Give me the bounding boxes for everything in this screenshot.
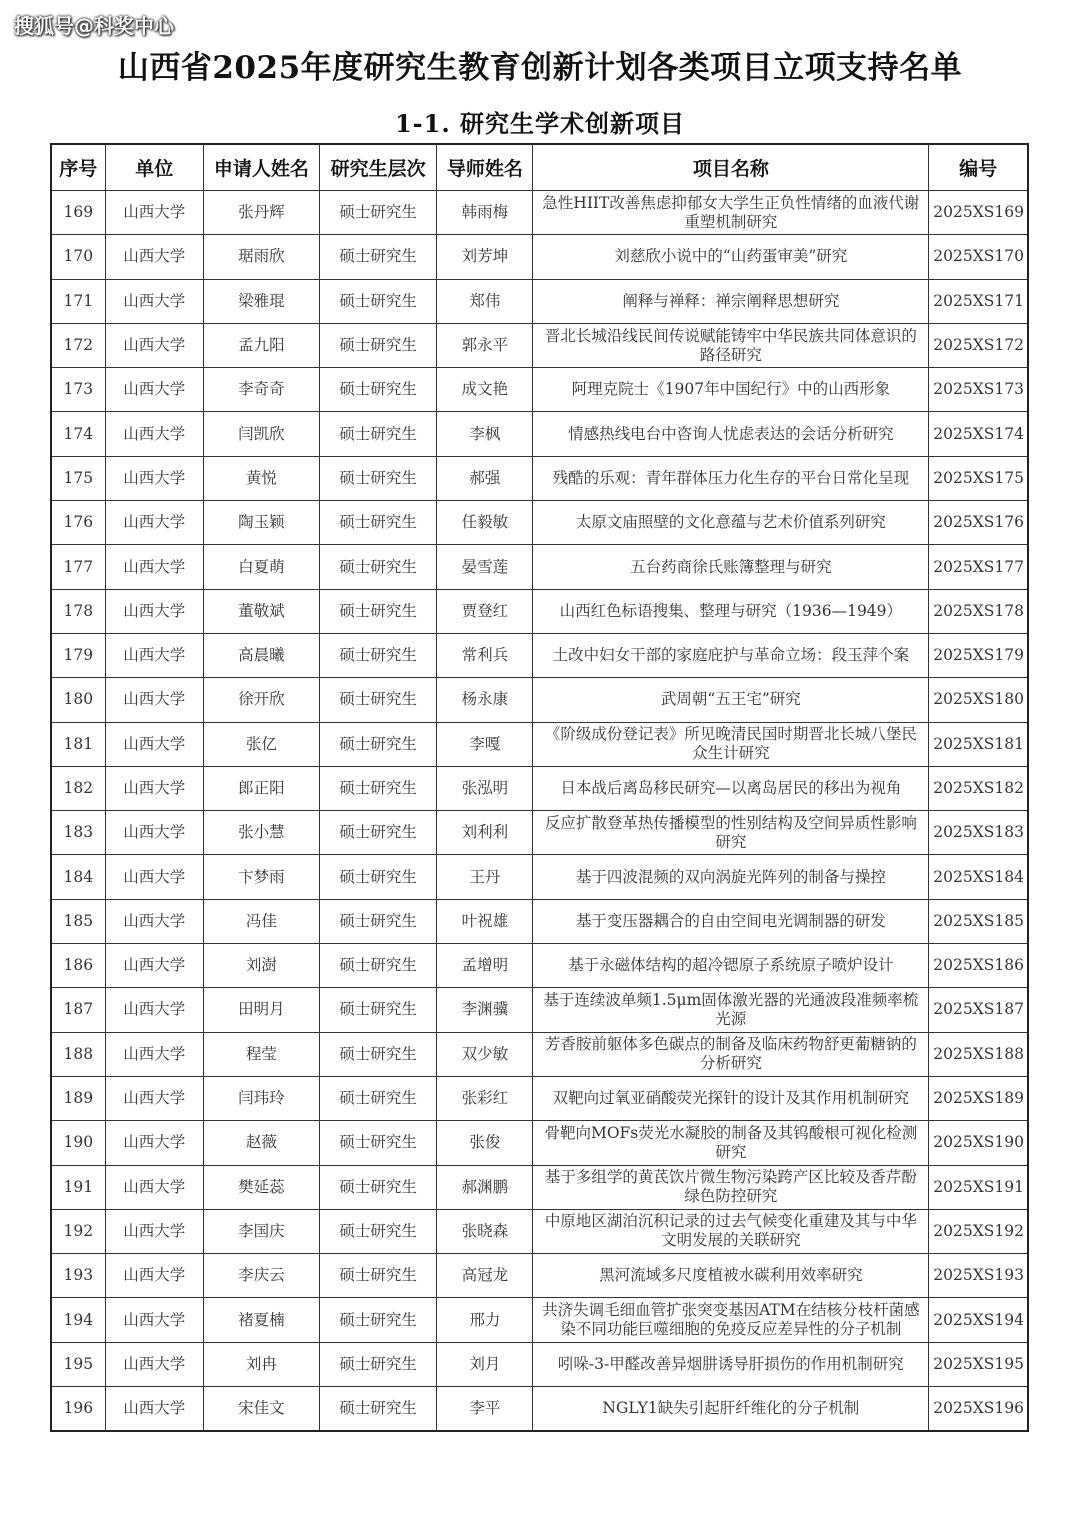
- cell-level: 硕士研究生: [320, 1032, 437, 1076]
- cell-code: 2025XS183: [929, 811, 1028, 855]
- table-row: [51, 944, 1028, 988]
- cell-code: 2025XS190: [929, 1121, 1028, 1165]
- cell-seq: 182: [51, 766, 105, 810]
- table-row: [51, 589, 1028, 633]
- cell-code: 2025XS175: [929, 456, 1028, 500]
- cell-seq: 175: [51, 456, 105, 500]
- cell-advisor: 孟增明: [437, 944, 533, 988]
- table-row: [51, 1032, 1028, 1076]
- cell-level: 硕士研究生: [320, 191, 437, 235]
- column-header-seq: 序号: [51, 144, 105, 191]
- cell-advisor: 张泓明: [437, 766, 533, 810]
- cell-code: 2025XS189: [929, 1076, 1028, 1120]
- table-row: [51, 1254, 1028, 1298]
- cell-unit: 山西大学: [105, 855, 203, 899]
- cell-project: 阿理克院士《1907年中国纪行》中的山西形象: [533, 368, 929, 412]
- cell-applicant: 卞梦雨: [203, 855, 319, 899]
- cell-project: 基于连续波单频1.5μm固体激光器的光通波段准频率梳光源: [533, 988, 929, 1032]
- cell-unit: 山西大学: [105, 456, 203, 500]
- cell-seq: 180: [51, 678, 105, 722]
- cell-project: 土改中妇女干部的家庭庇护与革命立场：段玉萍个案: [533, 633, 929, 677]
- cell-code: 2025XS194: [929, 1298, 1028, 1342]
- cell-level: 硕士研究生: [320, 589, 437, 633]
- cell-level: 硕士研究生: [320, 1209, 437, 1253]
- cell-applicant: 梁雅琨: [203, 279, 319, 323]
- cell-project: 残酷的乐观：青年群体压力化生存的平台日常化呈现: [533, 456, 929, 500]
- cell-unit: 山西大学: [105, 678, 203, 722]
- table-row: [51, 1342, 1028, 1386]
- cell-unit: 山西大学: [105, 1032, 203, 1076]
- cell-seq: 192: [51, 1209, 105, 1253]
- table-row: [51, 368, 1028, 412]
- cell-applicant: 程莹: [203, 1032, 319, 1076]
- cell-unit: 山西大学: [105, 766, 203, 810]
- cell-unit: 山西大学: [105, 589, 203, 633]
- cell-level: 硕士研究生: [320, 1342, 437, 1386]
- table-row: [51, 855, 1028, 899]
- cell-code: 2025XS180: [929, 678, 1028, 722]
- cell-project: 刘慈欣小说中的“山药蛋审美”研究: [533, 235, 929, 279]
- cell-seq: 181: [51, 722, 105, 766]
- cell-project: 中原地区湖泊沉积记录的过去气候变化重建及其与中华文明发展的关联研究: [533, 1209, 929, 1253]
- cell-seq: 187: [51, 988, 105, 1032]
- cell-project: 芳香胺前躯体多色碳点的制备及临床药物舒更葡糖钠的分析研究: [533, 1032, 929, 1076]
- cell-project: 山西红色标语搜集、整理与研究（1936—1949）: [533, 589, 929, 633]
- cell-code: 2025XS182: [929, 766, 1028, 810]
- cell-unit: 山西大学: [105, 944, 203, 988]
- cell-code: 2025XS169: [929, 191, 1028, 235]
- cell-level: 硕士研究生: [320, 855, 437, 899]
- cell-applicant: 田明月: [203, 988, 319, 1032]
- cell-applicant: 张丹辉: [203, 191, 319, 235]
- cell-seq: 183: [51, 811, 105, 855]
- cell-applicant: 冯佳: [203, 899, 319, 943]
- cell-level: 硕士研究生: [320, 235, 437, 279]
- cell-code: 2025XS192: [929, 1209, 1028, 1253]
- cell-seq: 186: [51, 944, 105, 988]
- cell-level: 硕士研究生: [320, 633, 437, 677]
- table-row: [51, 722, 1028, 766]
- cell-unit: 山西大学: [105, 899, 203, 943]
- column-header-level: 研究生层次: [320, 144, 437, 191]
- table-header-row: [51, 144, 1028, 191]
- cell-level: 硕士研究生: [320, 988, 437, 1032]
- cell-seq: 188: [51, 1032, 105, 1076]
- column-header-applicant: 申请人姓名: [203, 144, 319, 191]
- cell-advisor: 晏雪莲: [437, 545, 533, 589]
- table-row: [51, 323, 1028, 367]
- cell-unit: 山西大学: [105, 235, 203, 279]
- cell-advisor: 郭永平: [437, 323, 533, 367]
- cell-code: 2025XS193: [929, 1254, 1028, 1298]
- cell-advisor: 任毅敏: [437, 501, 533, 545]
- cell-seq: 170: [51, 235, 105, 279]
- cell-applicant: 琚雨欣: [203, 235, 319, 279]
- cell-advisor: 刘月: [437, 1342, 533, 1386]
- cell-code: 2025XS185: [929, 899, 1028, 943]
- cell-level: 硕士研究生: [320, 1121, 437, 1165]
- cell-code: 2025XS174: [929, 412, 1028, 456]
- cell-project: 《阶级成份登记表》所见晚清民国时期晋北长城八堡民众生计研究: [533, 722, 929, 766]
- cell-project: 情感热线电台中咨询人忧虑表达的会话分析研究: [533, 412, 929, 456]
- cell-project: 黑河流域多尺度植被水碳利用效率研究: [533, 1254, 929, 1298]
- cell-unit: 山西大学: [105, 1254, 203, 1298]
- cell-seq: 176: [51, 501, 105, 545]
- cell-advisor: 叶祝雄: [437, 899, 533, 943]
- cell-project: 共济失调毛细血管扩张突变基因ATM在结核分枝杆菌感染不同功能巨噬细胞的免疫反应差异性的分子机制: [533, 1298, 929, 1342]
- cell-code: 2025XS184: [929, 855, 1028, 899]
- table-row: [51, 1165, 1028, 1209]
- cell-level: 硕士研究生: [320, 368, 437, 412]
- cell-applicant: 闫玮玲: [203, 1076, 319, 1120]
- cell-applicant: 黄悦: [203, 456, 319, 500]
- cell-advisor: 郝渊鹏: [437, 1165, 533, 1209]
- cell-project: 骨靶向MOFs荧光水凝胶的制备及其钨酸根可视化检测研究: [533, 1121, 929, 1165]
- cell-applicant: 孟九阳: [203, 323, 319, 367]
- cell-unit: 山西大学: [105, 191, 203, 235]
- cell-seq: 191: [51, 1165, 105, 1209]
- cell-applicant: 郎正阳: [203, 766, 319, 810]
- cell-code: 2025XS179: [929, 633, 1028, 677]
- cell-level: 硕士研究生: [320, 412, 437, 456]
- project-table: [50, 143, 1029, 1432]
- cell-project: 基于永磁体结构的超冷锶原子系统原子喷炉设计: [533, 944, 929, 988]
- cell-code: 2025XS177: [929, 545, 1028, 589]
- cell-project: 双靶向过氧亚硝酸荧光探针的设计及其作用机制研究: [533, 1076, 929, 1120]
- cell-level: 硕士研究生: [320, 456, 437, 500]
- cell-level: 硕士研究生: [320, 899, 437, 943]
- cell-advisor: 王丹: [437, 855, 533, 899]
- cell-seq: 173: [51, 368, 105, 412]
- cell-applicant: 樊延蕊: [203, 1165, 319, 1209]
- cell-level: 硕士研究生: [320, 678, 437, 722]
- cell-level: 硕士研究生: [320, 1387, 437, 1432]
- table-row: [51, 501, 1028, 545]
- cell-project: 基于变压器耦合的自由空间电光调制器的研发: [533, 899, 929, 943]
- cell-unit: 山西大学: [105, 279, 203, 323]
- cell-advisor: 双少敏: [437, 1032, 533, 1076]
- cell-code: 2025XS173: [929, 368, 1028, 412]
- table-row: [51, 1209, 1028, 1253]
- cell-advisor: 刘芳坤: [437, 235, 533, 279]
- cell-unit: 山西大学: [105, 1121, 203, 1165]
- cell-unit: 山西大学: [105, 1298, 203, 1342]
- cell-unit: 山西大学: [105, 1209, 203, 1253]
- table-row: [51, 456, 1028, 500]
- section-subtitle: 1-1. 研究生学术创新项目: [394, 109, 686, 138]
- cell-unit: 山西大学: [105, 811, 203, 855]
- cell-unit: 山西大学: [105, 1342, 203, 1386]
- cell-advisor: 邢力: [437, 1298, 533, 1342]
- cell-applicant: 高晨曦: [203, 633, 319, 677]
- cell-applicant: 李奇奇: [203, 368, 319, 412]
- cell-advisor: 成文艳: [437, 368, 533, 412]
- cell-advisor: 李枫: [437, 412, 533, 456]
- table-row: [51, 279, 1028, 323]
- cell-applicant: 张小慧: [203, 811, 319, 855]
- cell-project: 基于多组学的黄芪饮片微生物污染跨产区比较及香芹酚绿色防控研究: [533, 1165, 929, 1209]
- cell-level: 硕士研究生: [320, 1254, 437, 1298]
- cell-applicant: 陶玉颖: [203, 501, 319, 545]
- cell-advisor: 李渊骥: [437, 988, 533, 1032]
- cell-unit: 山西大学: [105, 633, 203, 677]
- table-row: [51, 191, 1028, 235]
- cell-applicant: 李国庆: [203, 1209, 319, 1253]
- cell-level: 硕士研究生: [320, 1298, 437, 1342]
- cell-project: 晋北长城沿线民间传说赋能铸牢中华民族共同体意识的路径研究: [533, 323, 929, 367]
- cell-project: 基于四波混频的双向涡旋光阵列的制备与操控: [533, 855, 929, 899]
- cell-advisor: 李嘎: [437, 722, 533, 766]
- cell-unit: 山西大学: [105, 988, 203, 1032]
- cell-code: 2025XS196: [929, 1387, 1028, 1432]
- table-row: [51, 1076, 1028, 1120]
- cell-seq: 190: [51, 1121, 105, 1165]
- cell-code: 2025XS171: [929, 279, 1028, 323]
- column-header-project: 项目名称: [533, 144, 929, 191]
- cell-project: 阐释与禅释：禅宗阐释思想研究: [533, 279, 929, 323]
- cell-seq: 179: [51, 633, 105, 677]
- column-header-unit: 单位: [105, 144, 203, 191]
- cell-unit: 山西大学: [105, 501, 203, 545]
- cell-level: 硕士研究生: [320, 766, 437, 810]
- cell-unit: 山西大学: [105, 722, 203, 766]
- cell-advisor: 常利兵: [437, 633, 533, 677]
- cell-seq: 195: [51, 1342, 105, 1386]
- cell-code: 2025XS187: [929, 988, 1028, 1032]
- cell-level: 硕士研究生: [320, 501, 437, 545]
- page-title: 山西省2025年度研究生教育创新计划各类项目立项支持名单: [117, 50, 963, 86]
- cell-seq: 185: [51, 899, 105, 943]
- cell-seq: 171: [51, 279, 105, 323]
- table-row: [51, 678, 1028, 722]
- cell-seq: 194: [51, 1298, 105, 1342]
- cell-seq: 193: [51, 1254, 105, 1298]
- cell-advisor: 郑伟: [437, 279, 533, 323]
- cell-unit: 山西大学: [105, 1165, 203, 1209]
- cell-project: 反应扩散登革热传播模型的性别结构及空间异质性影响研究: [533, 811, 929, 855]
- cell-applicant: 董敬斌: [203, 589, 319, 633]
- column-header-advisor: 导师姓名: [437, 144, 533, 191]
- table-row: [51, 1387, 1028, 1432]
- cell-seq: 172: [51, 323, 105, 367]
- cell-project: 日本战后离岛移民研究—以离岛居民的移出为视角: [533, 766, 929, 810]
- cell-level: 硕士研究生: [320, 279, 437, 323]
- cell-advisor: 杨永康: [437, 678, 533, 722]
- watermark: 搜狐号@科奖中心: [14, 14, 174, 38]
- cell-applicant: 闫凯欣: [203, 412, 319, 456]
- table-row: [51, 545, 1028, 589]
- cell-applicant: 张亿: [203, 722, 319, 766]
- cell-code: 2025XS178: [929, 589, 1028, 633]
- cell-advisor: 李平: [437, 1387, 533, 1432]
- cell-applicant: 李庆云: [203, 1254, 319, 1298]
- cell-seq: 184: [51, 855, 105, 899]
- cell-unit: 山西大学: [105, 1387, 203, 1432]
- cell-seq: 177: [51, 545, 105, 589]
- cell-level: 硕士研究生: [320, 944, 437, 988]
- cell-advisor: 韩雨梅: [437, 191, 533, 235]
- cell-advisor: 张俊: [437, 1121, 533, 1165]
- table-row: [51, 235, 1028, 279]
- cell-project: 五台药商徐氏账簿整理与研究: [533, 545, 929, 589]
- cell-level: 硕士研究生: [320, 1076, 437, 1120]
- column-header-code: 编号: [929, 144, 1028, 191]
- cell-advisor: 刘利利: [437, 811, 533, 855]
- table-row: [51, 766, 1028, 810]
- cell-advisor: 张彩红: [437, 1076, 533, 1120]
- table-row: [51, 899, 1028, 943]
- cell-code: 2025XS170: [929, 235, 1028, 279]
- cell-code: 2025XS186: [929, 944, 1028, 988]
- cell-project: 吲哚-3-甲醛改善异烟肼诱导肝损伤的作用机制研究: [533, 1342, 929, 1386]
- cell-applicant: 宋佳文: [203, 1387, 319, 1432]
- cell-unit: 山西大学: [105, 1076, 203, 1120]
- cell-seq: 178: [51, 589, 105, 633]
- cell-project: 急性HIIT改善焦虑抑郁女大学生正负性情绪的血液代谢重塑机制研究: [533, 191, 929, 235]
- cell-unit: 山西大学: [105, 368, 203, 412]
- cell-unit: 山西大学: [105, 412, 203, 456]
- cell-level: 硕士研究生: [320, 323, 437, 367]
- cell-seq: 174: [51, 412, 105, 456]
- cell-code: 2025XS172: [929, 323, 1028, 367]
- cell-applicant: 刘冉: [203, 1342, 319, 1386]
- cell-level: 硕士研究生: [320, 1165, 437, 1209]
- cell-applicant: 白夏萌: [203, 545, 319, 589]
- cell-seq: 196: [51, 1387, 105, 1432]
- cell-code: 2025XS176: [929, 501, 1028, 545]
- table-row: [51, 1121, 1028, 1165]
- cell-applicant: 褚夏楠: [203, 1298, 319, 1342]
- cell-advisor: 郝强: [437, 456, 533, 500]
- cell-code: 2025XS188: [929, 1032, 1028, 1076]
- cell-seq: 189: [51, 1076, 105, 1120]
- cell-advisor: 高冠龙: [437, 1254, 533, 1298]
- cell-code: 2025XS191: [929, 1165, 1028, 1209]
- cell-seq: 169: [51, 191, 105, 235]
- table-row: [51, 1298, 1028, 1342]
- table-row: [51, 811, 1028, 855]
- cell-unit: 山西大学: [105, 545, 203, 589]
- cell-level: 硕士研究生: [320, 722, 437, 766]
- cell-level: 硕士研究生: [320, 811, 437, 855]
- cell-advisor: 贾登红: [437, 589, 533, 633]
- cell-advisor: 张晓森: [437, 1209, 533, 1253]
- cell-unit: 山西大学: [105, 323, 203, 367]
- cell-code: 2025XS181: [929, 722, 1028, 766]
- cell-project: NGLY1缺失引起肝纤维化的分子机制: [533, 1387, 929, 1432]
- table-row: [51, 988, 1028, 1032]
- cell-code: 2025XS195: [929, 1342, 1028, 1386]
- table-row: [51, 633, 1028, 677]
- table-row: [51, 412, 1028, 456]
- cell-level: 硕士研究生: [320, 545, 437, 589]
- cell-applicant: 赵薇: [203, 1121, 319, 1165]
- cell-project: 武周朝“五王宅”研究: [533, 678, 929, 722]
- cell-applicant: 徐开欣: [203, 678, 319, 722]
- cell-applicant: 刘澍: [203, 944, 319, 988]
- cell-project: 太原文庙照壁的文化意蕴与艺术价值系列研究: [533, 501, 929, 545]
